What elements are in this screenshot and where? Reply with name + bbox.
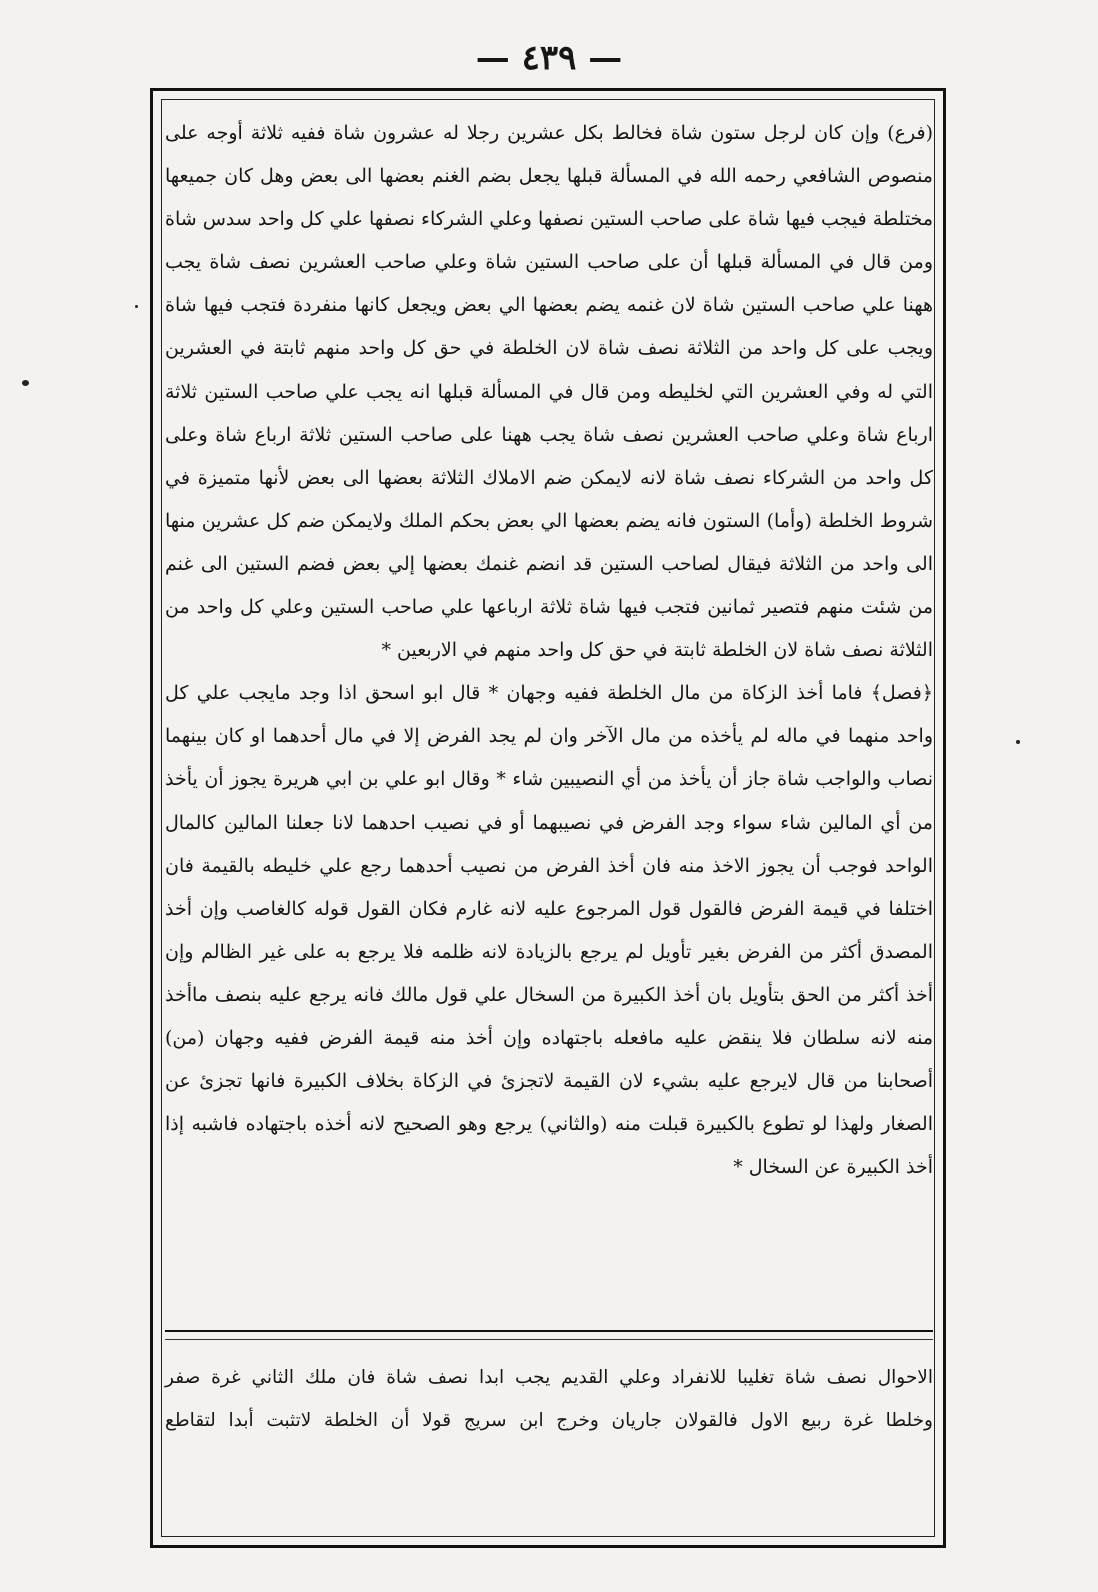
paragraph-far: (فرع) وإن كان لرجل ستون شاة فخالط بكل عشرين رجلا له عشرون شاة ففيه ثلاثة أوجه على منصوص الشافعي رحمه الله في المسألة قبلها يجعل بضم الغنم بعضها الى بعض وهل كان جميعها مختلطة فيجب فيها شاة على صاحب الستين نصفها وعلي الشركاء نصفها علي كل واحد سدس شاة ومن قال في المسألة قبلها أن على صاحب الستين شاة وعلي صاحب العشرين نصف شاة يجب ههنا علي صاحب الستين شاة لان غنمه يضم بعضها الي بعض ويجعل كانها منفردة فتجب فيها شاة ويجب على كل واحد من الثلاثة نصف شاة لان الخلطة في حق كل واحد منهم ثابتة في العشرين التي له وفي العشرين التي لخليطه ومن قال في المسألة قبلها انه يجب علي صاحب الستين ثلاثة ارباع شاة وعلي صاحب العشرين نصف شاة يجب ههنا على صاحب الستين ثلاثة ارباع شاة وعلى كل واحد من الشركاء نصف شاة لانه لايمكن ضم الاملاك الثلاثة بعضها الى بعض لأنها متميزة في شروط الخلطة (وأما) الستون فانه يضم بعضها الي بعض بحكم الملك ولايمكن ضم كل عشرين منها الى واحد من الثلاثة فيقال لصاحب الستين قد انضم غنمك بعضها إلي بعض فضم الستين الى غنم من شئت منهم فتصير ثمانين فتجب فيها شاة ثلاثة ارباعها علي صاحب الستين وعلي كل واحد من الثلاثة نصف شاة لان الخلطة ثابتة في حق كل واحد منهم في الاربعين *	[165, 122, 933, 662]
ink-speck	[135, 305, 138, 308]
page-number: — ٤٣٩ —	[475, 38, 623, 78]
footnote-line-1: الاحوال نصف شاة تغليبا للانفراد وعلي القديم يجب ابدا نصف شاة فان ملك الثاني غرة صفر	[165, 1367, 933, 1388]
ink-speck	[22, 380, 29, 386]
footnote	[165, 1356, 933, 1442]
paragraph-fasl: ﴿فصل﴾ فاما أخذ الزكاة من مال الخلطة ففيه وجهان * قال ابو اسحق اذا وجد مايجب علي كل واحد منهما في ماله لم يأخذه من مال الآخر وان لم يجد الفرض إلا في مال أحدهما او كان بينهما نصاب والواجب شاة جاز أن يأخذ من أي النصيبين شاء * وقال ابو علي بن ابي هريرة يجوز أن يأخذ من أي المالين شاء سواء وجد الفرض في نصيبهما أو في نصيب احدهما لانا جعلنا المالين كالمال الواحد فوجب أن يجوز الاخذ منه فان أخذ الفرض من نصيب أحدهما رجع علي خليطه بالقيمة فان اختلفا في قيمة الفرض فالقول قول المرجوع عليه لانه غارم فكان القول قوله كالغاصب وإن أخذ المصدق أكثر من الفرض بغير تأويل لم يرجع بالزيادة لانه ظلمه فلا يرجع به على غير الظالم وإن أخذ أكثر من الحق بتأويل بان أخذ الكبيرة من السخال علي قول مالك فانه يرجع عليه بنصف ماأخذ منه لانه سلطان فلا ينقض عليه مافعله باجتهاده وإن أخذ منه قيمة الفرض ففيه وجهان (من) أصحابنا من قال لايرجع عليه بشيء لان القيمة لاتجزئ في الزكاة بخلاف الكبيرة فانها تجزئ عن الصغار ولهذا لو تطوع بالكبيرة قبلت منه (والثاني) يرجع وهو الصحيح لانه أخذه باجتهاده فاشبه إذا أخذ الكبيرة عن السخال *	[165, 682, 933, 1179]
ink-speck	[1016, 740, 1020, 744]
main-text	[165, 112, 933, 1189]
footnote-divider	[165, 1330, 933, 1332]
footnote-line-2: وخلطا غرة ربيع الاول فالقولان جاريان وخرج ابن سريج قولا أن الخلطة لاتثبت أبدا لتقاطع	[165, 1410, 933, 1431]
